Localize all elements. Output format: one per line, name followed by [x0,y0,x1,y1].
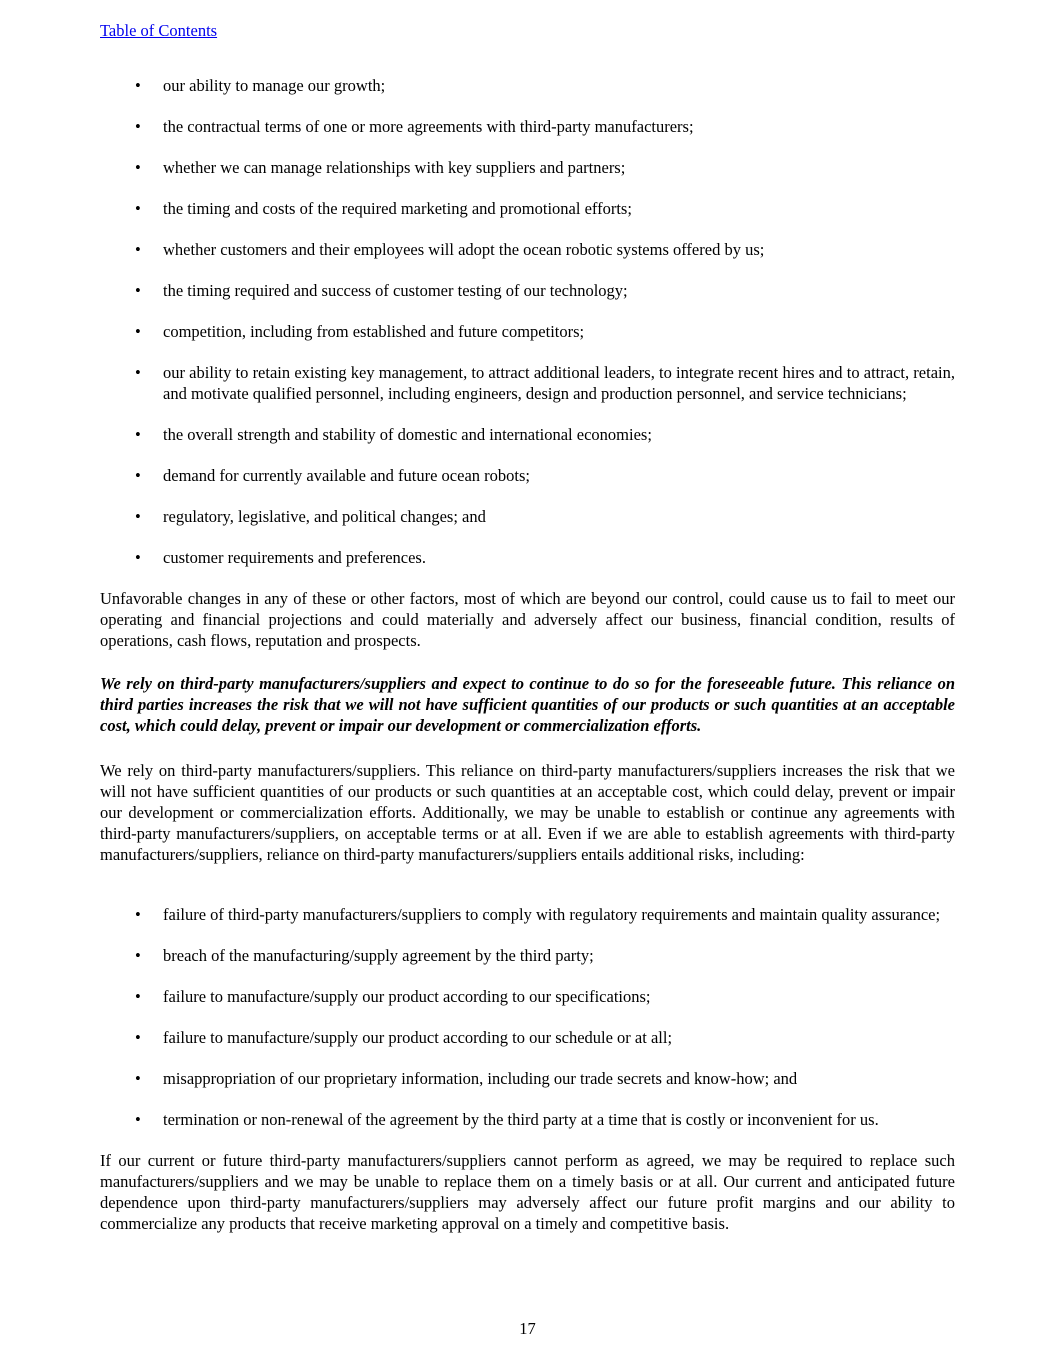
page-number: 17 [519,1319,536,1338]
bullet-icon: • [135,158,141,177]
list-item-text: the contractual terms of one or more agreements with third-party manufacturers; [163,117,694,136]
list-item-text: whether customers and their employees will adopt the ocean robotic systems offered by us; [163,240,765,259]
list-item [100,1027,955,1048]
bullet-icon: • [135,240,141,259]
bullet-icon: • [135,1069,141,1088]
list-item-text: failure of third-party manufacturers/suppliers to comply with regulatory requirements and maintain quality assurance; [163,905,941,924]
bullet-icon: • [135,281,141,300]
list-item-text: regulatory, legislative, and political changes; and [163,507,486,526]
paragraph-closing: If our current or future third-party manufacturers/suppliers cannot perform as agreed, we may be required to replace such manufacturers/suppliers and we may be unable to replace them on a timely basis or at all. Our current and anticipated future dependence upon third-party manufacturers/suppliers may adversely affect our future profit margins and our ability to commercialize any products that receive marketing approval on a timely and competitive basis. [100,1151,955,1233]
list-item [100,1109,955,1130]
list-item-text: our ability to retain existing key management, to attract additional leaders, to integrate recent hires and to attract, retain, and motivate qualified personnel, including engineers, design and production personnel, and service technicians; [163,363,955,403]
list-item-text: termination or non-renewal of the agreement by the third party at a time that is costly or inconvenient for us. [163,1110,879,1129]
list-item-text: misappropriation of our proprietary information, including our trade secrets and know-how; and [163,1069,798,1088]
supplier-risks-list [100,904,955,1130]
header [100,20,955,41]
list-item [100,465,955,486]
list-item-text: our ability to manage our growth; [163,76,386,95]
list-item [100,157,955,178]
list-item-text: failure to manufacture/supply our product according to our schedule or at all; [163,1028,673,1047]
paragraph-unfavorable-changes: Unfavorable changes in any of these or other factors, most of which are beyond our control, could cause us to fail to meet our operating and financial projections and could materially and adversely affect our business, financial condition, results of operations, cash flows, reputation and prospects. [100,589,955,650]
list-item [100,904,955,925]
bullet-icon: • [135,987,141,1006]
bullet-icon: • [135,76,141,95]
bullet-icon: • [135,466,141,485]
list-item-text: whether we can manage relationships with key suppliers and partners; [163,158,626,177]
list-item [100,239,955,260]
list-item [100,280,955,301]
bullet-icon: • [135,363,141,382]
list-item [100,75,955,96]
table-of-contents-link[interactable]: Table of Contents [100,21,218,40]
risk-factors-list [100,75,955,568]
list-item [100,986,955,1007]
list-item [100,198,955,219]
bullet-icon: • [135,507,141,526]
bullet-icon: • [135,1110,141,1129]
bullet-icon: • [135,117,141,136]
list-item [100,424,955,445]
bullet-icon: • [135,322,141,341]
bullet-icon: • [135,946,141,965]
list-item-text: failure to manufacture/supply our product according to our specifications; [163,987,651,1006]
list-item-text: the timing and costs of the required marketing and promotional efforts; [163,199,632,218]
list-item-text: the timing required and success of customer testing of our technology; [163,281,628,300]
bullet-icon: • [135,548,141,567]
list-item [100,362,955,404]
list-item-text: breach of the manufacturing/supply agreement by the third party; [163,946,594,965]
list-item [100,506,955,527]
bullet-icon: • [135,199,141,218]
bullet-icon: • [135,1028,141,1047]
list-item-text: the overall strength and stability of domestic and international economies; [163,425,652,444]
list-item [100,116,955,137]
list-item-text: demand for currently available and future ocean robots; [163,466,530,485]
list-item [100,1068,955,1089]
list-item [100,321,955,342]
bullet-icon: • [135,425,141,444]
list-item [100,945,955,966]
bullet-icon: • [135,905,141,924]
list-item [100,547,955,568]
risk-factor-heading: We rely on third-party manufacturers/suppliers and expect to continue to do so for the foreseeable future. This reliance on third parties increases the risk that we will not have sufficient quantities of our products or such quantities at an acceptable cost, which could delay, prevent or impair our development or commercialization efforts. [100,674,955,735]
list-item-text: customer requirements and preferences. [163,548,426,567]
list-item-text: competition, including from established and future competitors; [163,322,585,341]
paragraph-reliance-body: We rely on third-party manufacturers/suppliers. This reliance on third-party manufacturers/suppliers increases the risk that we will not have sufficient quantities of our products or such quantities at an acceptable cost, which could delay, prevent or impair our development or commercialization efforts. Additionally, we may be unable to establish or continue any agreements with third-party manufacturers/suppliers, on acceptable terms or at all. Even if we are able to establish agreements with third-party manufacturers/suppliers, reliance on third-party manufacturers/suppliers entails additional risks, including: [100,761,955,864]
